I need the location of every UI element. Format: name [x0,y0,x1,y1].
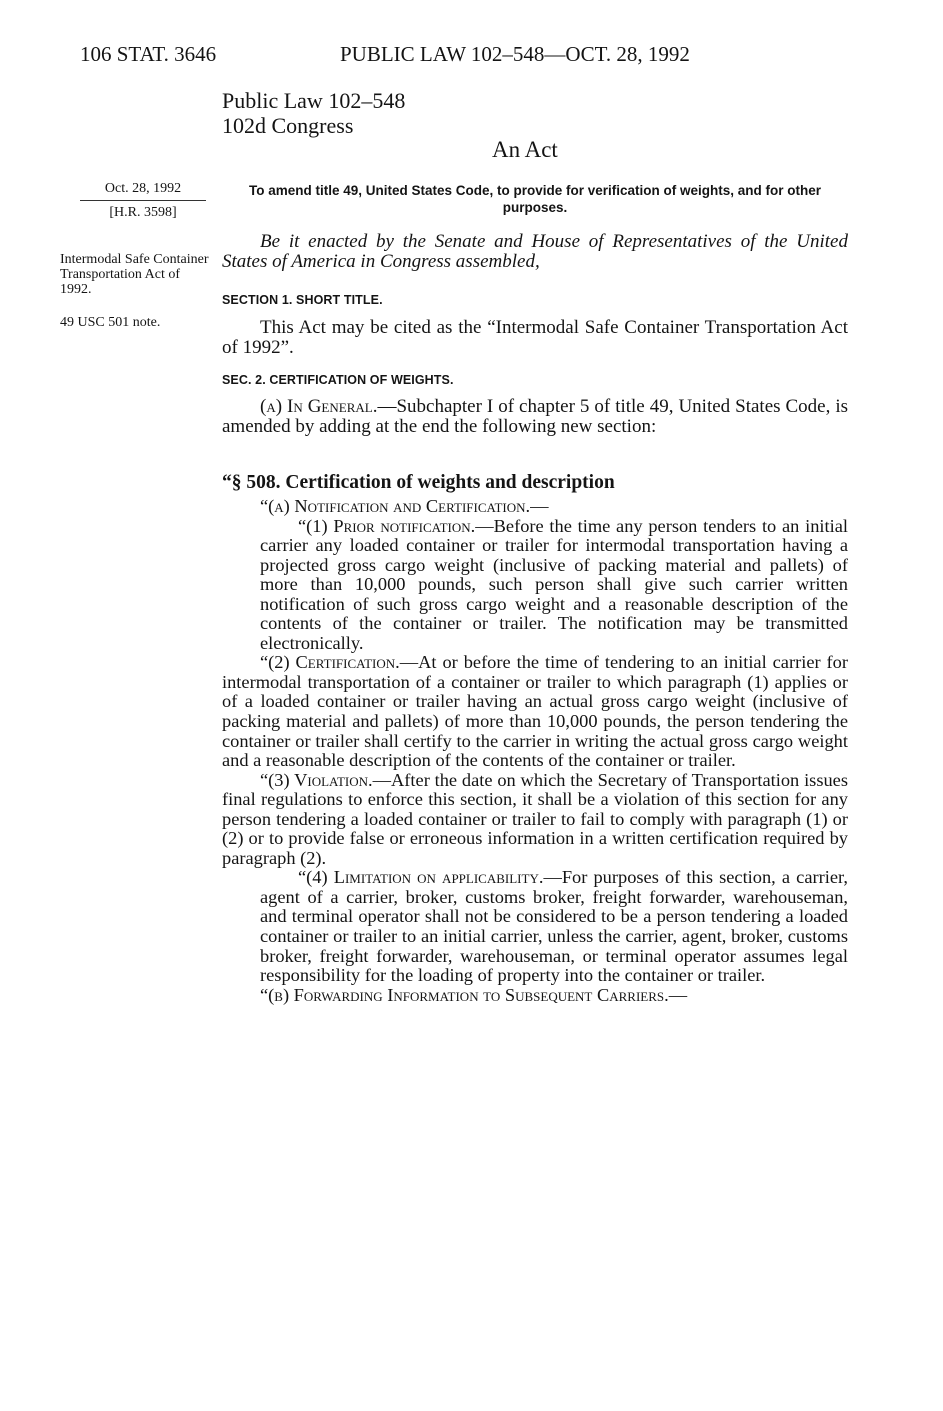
paragraph-1 [260,517,848,654]
section-508-heading: “§ 508. Certification of weights and description [222,472,615,493]
paragraph-3-label: “(3) Violation. [260,769,373,790]
paragraph-2-label: “(2) Certification. [260,652,400,673]
paragraph-1-label: “(1) Prior notification. [298,515,476,536]
paragraph-4-text: —For purposes of this section, a carrier, agent of a carrier, broker, customs broker, freight forwarder, warehouseman, and terminal operator shall not be considered to be a person tendering a loaded container or trailer to an initial carrier, unless the carrier, agent, broker, customs broker, freight forwarder, warehouseman, or terminal operator assumes legal responsibility for the loading of property into the container or trailer. [260,867,848,986]
subsection-a-heading [222,497,848,517]
running-head: PUBLIC LAW 102–548—OCT. 28, 1992 [340,42,690,66]
congress: 102d Congress [222,113,354,138]
paragraph-2 [222,653,848,770]
section-2a-paragraph [222,397,848,436]
margin-act-name: Intermodal Safe Container Transportation Act of 1992. [60,252,209,297]
purpose-clause: To amend title 49, United States Code, to provide for verification of weights, and for other purposes. [248,183,822,215]
subsection-a-label: “(a) Notification and Certification. [260,496,531,516]
stat-page-number: 106 STAT. 3646 [80,42,217,66]
paragraph-4 [260,868,848,985]
subsection-a-dash: — [530,496,549,516]
paragraph-4-label: “(4) Limitation on applicability. [298,867,544,888]
margin-usc-note: 49 USC 501 note. [60,315,161,330]
act-title: An Act [492,137,558,162]
enacting-clause: Be it enacted by the Senate and House of Representatives of the United States of America in Congress assembled, [222,231,848,272]
subsection-b-dash: — [668,984,688,1005]
margin-bill-number: [H.R. 3598] [109,205,177,220]
margin-divider [80,200,206,201]
margin-date: Oct. 28, 1992 [104,181,182,196]
subsection-b-label: “(b) Forwarding Information to Subsequent Carriers. [260,984,669,1005]
paragraph-1-text: —Before the time any person tenders to an initial carrier any loaded container or trailer for intermodal transportation having a projected gross cargo weight (inclusive of packing material and pallets) of more than 10,000 pounds, such person shall give such carrier written notification of such gross cargo weight and a reasonable description of the contents of the container or trailer. The notification may be transmitted electronically. [260,515,848,653]
paragraph-2-text: —At or before the time of tendering to an initial carrier for intermodal transportation of a container or trailer to which paragraph (1) applies or of a loaded container or trailer having an actual gross cargo weight (inclusive of packing material and pallets) of more than 10,000 pounds, the person tendering the container or trailer shall certify to the carrier in writing the actual gross cargo weight and a reasonable description of the contents of the container or trailer. [222,652,848,771]
section-2a-label: (a) In General. [260,396,378,417]
section-2-heading: SEC. 2. CERTIFICATION OF WEIGHTS. [222,373,454,387]
paragraph-3-text: —After the date on which the Secretary of Transportation issues final regulations to enforce this section, it shall be a violation of this section for any person tendering a loaded container or trailer to fail to comply with paragraph (1) or (2) or to provide false or erroneous information in a written certification required by paragraph (2). [222,769,849,868]
section-2a-text: —Subchapter I of chapter 5 of title 49, United States Code, is amended by adding at the end the following new section: [222,396,849,437]
section-508-body [222,496,849,1005]
page-header [0,41,943,71]
section-1-heading: SECTION 1. SHORT TITLE. [222,293,383,307]
section-1-text: This Act may be cited as the “Intermodal Safe Container Transportation Act of 1992”. [222,317,848,358]
subsection-b-heading [260,986,848,1006]
paragraph-3 [222,771,848,869]
law-number: Public Law 102–548 [222,88,406,113]
